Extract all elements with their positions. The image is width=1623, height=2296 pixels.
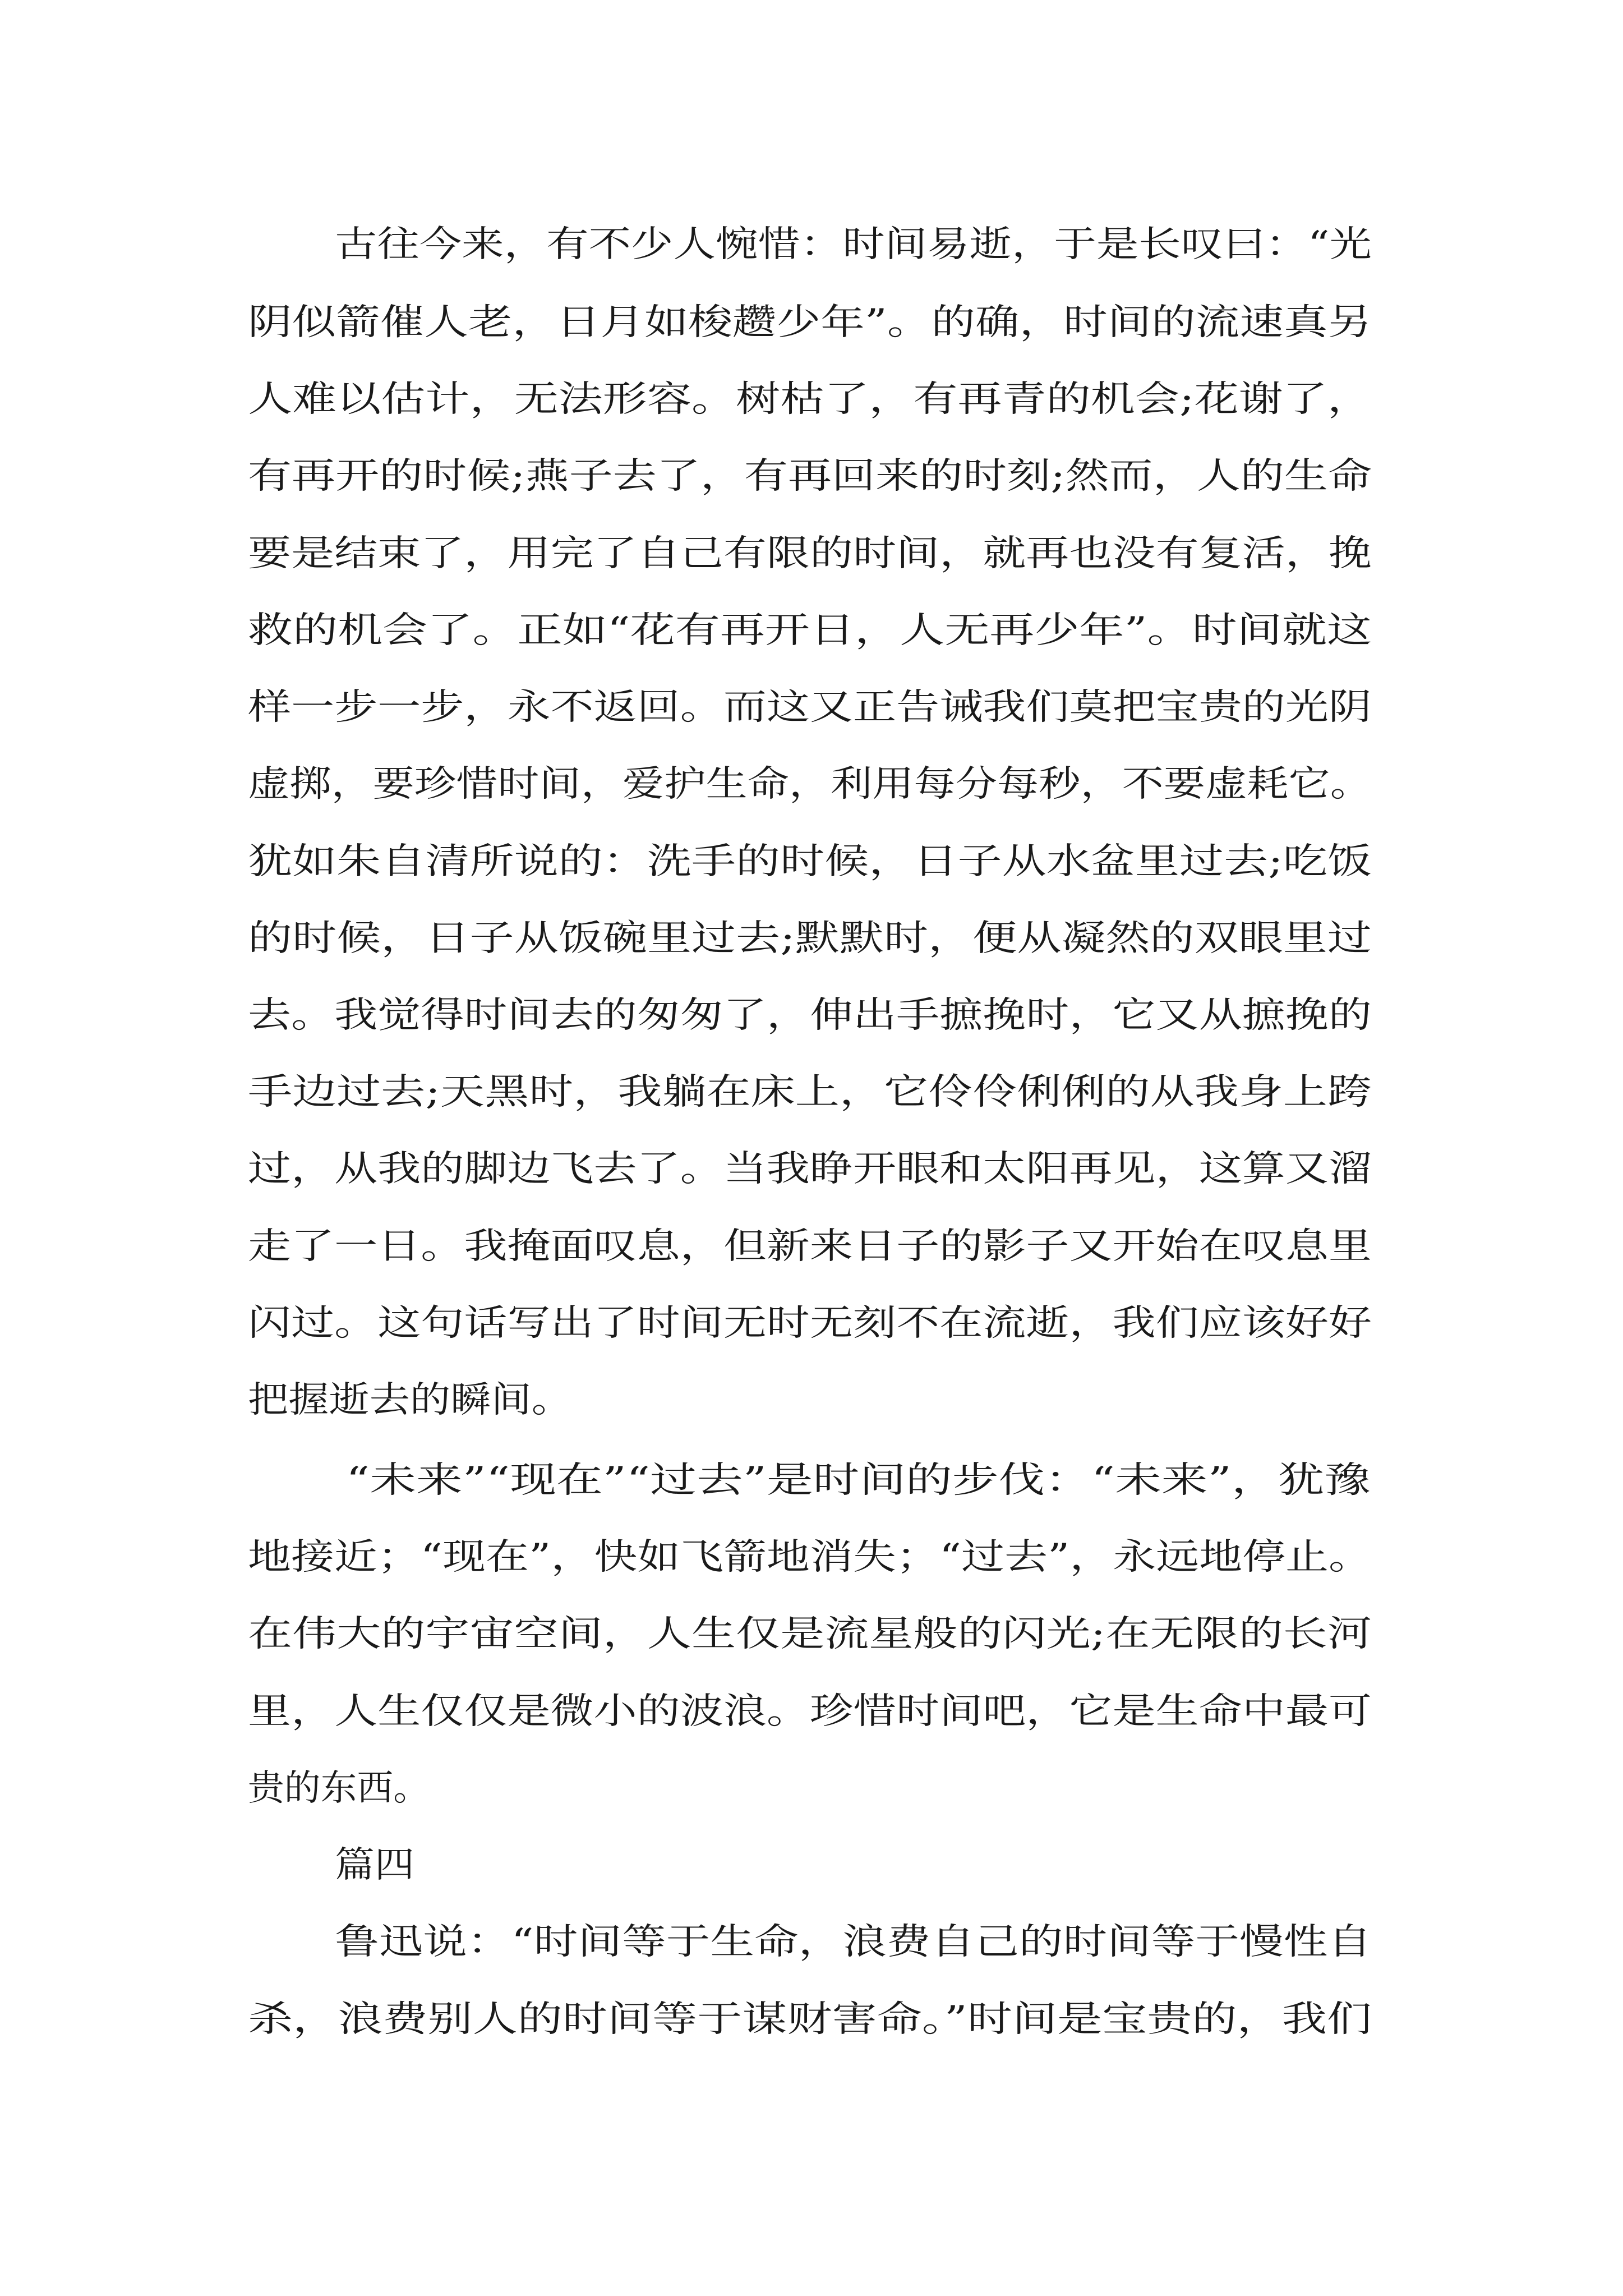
text-line [0, 1208, 1623, 1285]
text-line [0, 669, 1623, 746]
text-line [0, 1596, 1623, 1672]
text-line-content: 阴似箭催人老，日月如梭趱少年”。的确，时间的流速真另 [248, 302, 1372, 343]
text-line [0, 206, 1623, 283]
text-line [0, 1519, 1623, 1595]
text-line-content: 救的机会了。正如“花有再开日，人无再少年”。时间就这 [248, 610, 1372, 651]
section-heading-text: 篇四 [335, 1844, 414, 1886]
text-line-content: 样一步一步，永不返回。而这又正告诫我们莫把宝贵的光阴 [248, 687, 1372, 728]
text-line-content: 去。我觉得时间去的匆匆了，伸出手摭挽时，它又从摭挽的 [248, 995, 1372, 1036]
text-line [0, 1362, 1623, 1438]
text-line [0, 516, 1623, 592]
text-line-content: 要是结束了，用完了自己有限的时间，就再也没有复活，挽 [248, 533, 1372, 574]
text-line-content: 在伟大的宇宙空间，人生仅是流星般的闪光;在无限的长河 [248, 1613, 1372, 1655]
text-line [0, 977, 1623, 1053]
text-line [0, 1673, 1623, 1750]
text-line [0, 1054, 1623, 1130]
text-line-content: 闪过。这句话写出了时间无时无刻不在流逝，我们应该好好 [248, 1303, 1372, 1344]
text-line-content: 里，人生仅仅是微小的波浪。珍惜时间吧，它是生命中最可 [248, 1691, 1372, 1732]
text-line-content: 虚掷，要珍惜时间，爱护生命，利用每分每秒，不要虚耗它。 [248, 763, 1372, 805]
text-line [0, 823, 1623, 900]
text-line [0, 1131, 1623, 1207]
text-line [0, 900, 1623, 977]
text-line-content: 贵的东西。 [248, 1768, 430, 1809]
text-line-content: 鲁迅说：“时间等于生命，浪费自己的时间等于慢性自 [335, 1921, 1372, 1963]
text-line [0, 1442, 1623, 1519]
text-line [0, 1904, 1623, 1980]
text-line-content: 犹如朱自清所说的：洗手的时候，日子从水盆里过去;吃饭 [248, 841, 1372, 882]
text-line [0, 1981, 1623, 2058]
text-line-content: 古往今来，有不少人惋惜：时间易逝，于是长叹曰：“光 [335, 224, 1372, 265]
section-heading [0, 1827, 1623, 1903]
text-line [0, 284, 1623, 361]
text-line-content: 人难以估计，无法形容。树枯了，有再青的机会;花谢了， [248, 379, 1372, 420]
text-line [0, 438, 1623, 514]
text-line-content: 的时候，日子从饭碗里过去;默默时，便从凝然的双眼里过 [248, 918, 1372, 959]
text-line-content: 把握逝去的瞬间。 [248, 1379, 572, 1421]
text-line [0, 592, 1623, 669]
text-line [0, 1750, 1623, 1826]
text-line [0, 1285, 1623, 1361]
text-line-content: 杀，浪费别人的时间等于谋财害命。”时间是宝贵的，我们 [248, 1999, 1372, 2040]
text-line-content: “未来”“现在”“过去”是时间的步伐：“未来”，犹豫 [346, 1460, 1371, 1501]
text-line-content: 走了一日。我掩面叹息，但新来日子的影子又开始在叹息里 [248, 1226, 1372, 1267]
text-line [0, 746, 1623, 822]
text-line-content: 有再开的时候;燕子去了，有再回来的时刻;然而，人的生命 [248, 455, 1372, 497]
text-line [0, 361, 1623, 438]
text-line-content: 手边过去;天黑时，我躺在床上，它伶伶俐俐的从我身上跨 [248, 1071, 1372, 1113]
text-line-content: 过，从我的脚边飞去了。当我睁开眼和太阳再见，这算又溜 [248, 1148, 1372, 1190]
text-line-content: 地接近；“现在”，快如飞箭地消失；“过去”，永远地停止。 [248, 1536, 1372, 1578]
